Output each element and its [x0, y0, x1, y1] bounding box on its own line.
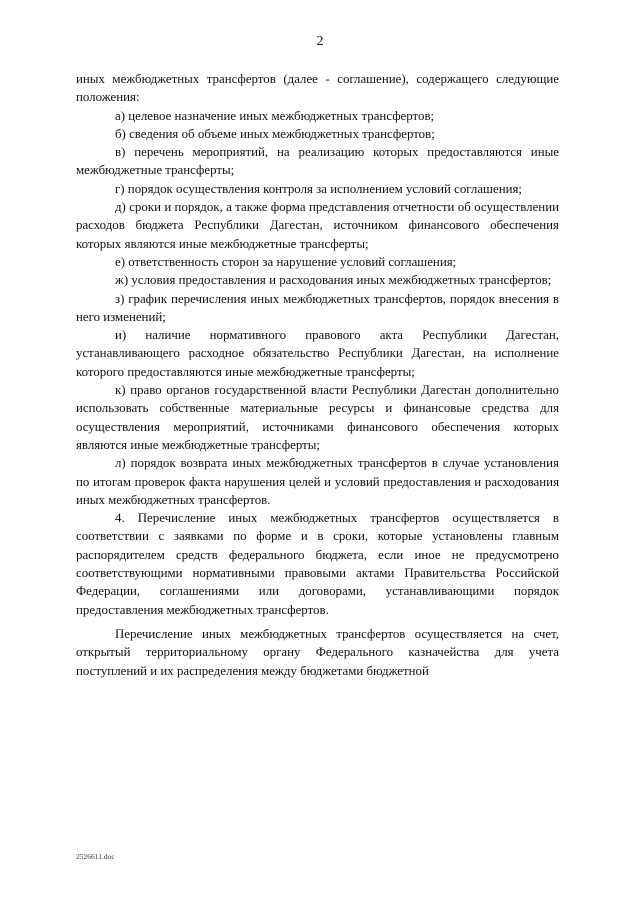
list-item-l: л) порядок возврата иных межбюджетных трансфертов в случае установления по итогам проверок факта нарушения целей и условий предоставления и расходования иных межбюджетных трансфертов. — [76, 456, 559, 507]
list-item-e: е) ответственность сторон за нарушение условий соглашения; — [115, 254, 457, 269]
list-item-zh: ж) условия предоставления и расходования иных межбюджетных трансфертов; — [115, 273, 552, 288]
list-item-a: а) целевое назначение иных межбюджетных трансфертов; — [115, 108, 435, 123]
page-number: 2 — [316, 34, 324, 49]
paragraph-continuation: иных межбюджетных трансфертов (далее - соглашение), содержащего следующие положения: — [76, 72, 559, 105]
list-item-i: и) наличие нормативного правового акта Республики Дагестан, устанавливающего расходное обязательство Республики Дагестан, на исполнение которого предоставляются иные межбюджетные трансферты; — [76, 328, 559, 379]
list-item-g: г) порядок осуществления контроля за исполнением условий соглашения; — [115, 181, 523, 196]
list-item-d: д) сроки и порядок, а также форма представления отчетности об осуществлении расходов бюджета Республики Дагестан, источником финансового обеспечения которых являются иные межбюджетные трансферты; — [76, 200, 559, 251]
clause-4-paragraph: 4. Перечисление иных межбюджетных трансфертов осуществляется в соответствии с заявками по форме и в сроки, которые установлены главным распорядителем средств федерального бюджета, если иное не предусмотрено соответствующими нормативными правовыми актами Правительства Российской Федерации, соглашениями или договорами, устанавливающими порядок предоставления межбюджетных трансфертов. — [76, 511, 559, 617]
list-item-k: к) право органов государственной власти Республики Дагестан дополнительно использовать собственные материальные ресурсы и финансовые средства для осуществления мероприятий, источниками финансового обеспечения которых являются иные межбюджетные трансферты; — [76, 383, 559, 452]
transfer-account-paragraph: Перечисление иных межбюджетных трансфертов осуществляется на счет, открытый территориальному органу Федерального казначейства для учета поступлений и их распределения между бюджетами бюджетной — [76, 626, 559, 678]
document-body — [76, 70, 559, 680]
list-item-z: з) график перечисления иных межбюджетных трансфертов, порядок внесения в него изменений; — [76, 291, 559, 324]
footer-file-reference: 2526611.doc — [76, 852, 115, 861]
list-item-b: б) сведения об объеме иных межбюджетных трансфертов; — [115, 126, 435, 141]
list-item-v: в) перечень мероприятий, на реализацию которых предоставляются иные межбюджетные трансферты; — [76, 145, 559, 178]
